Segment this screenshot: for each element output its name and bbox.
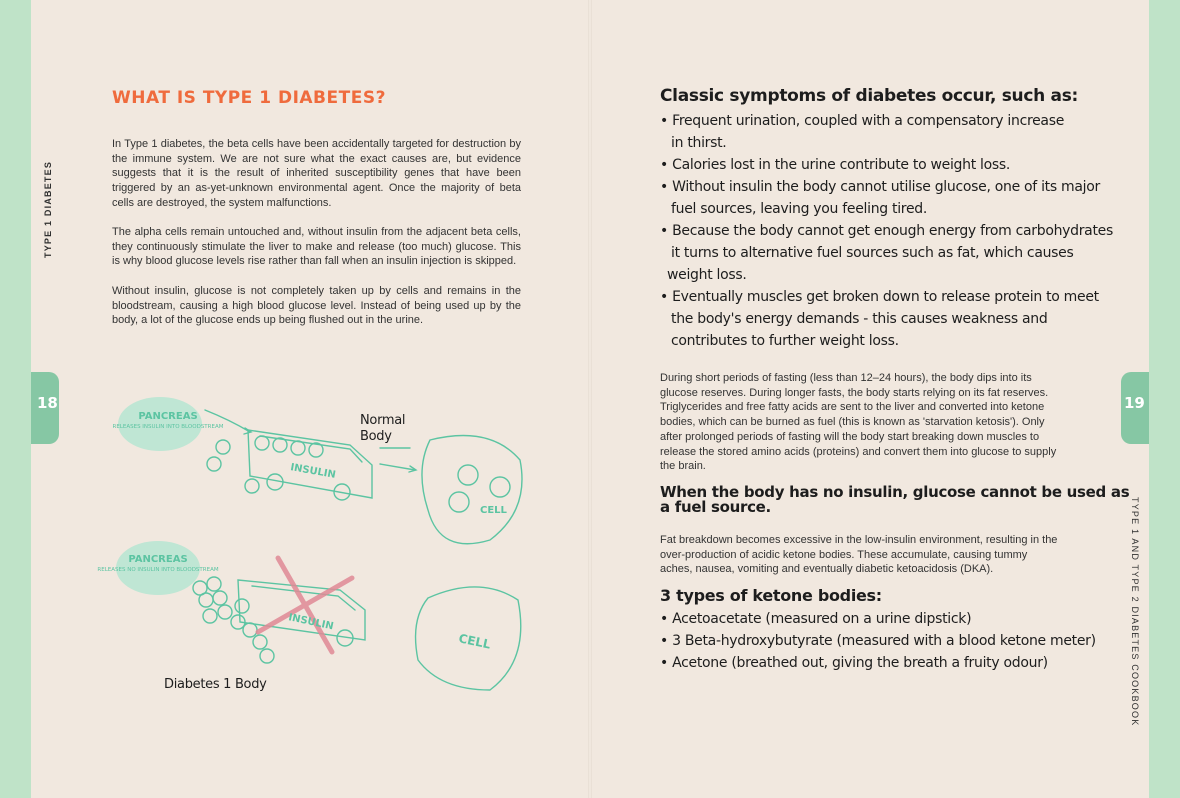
pancreas-label-normal: PANCREAS	[138, 411, 198, 422]
paragraph-beta-cells: In Type 1 diabetes, the beta cells have been accidentally targeted for destruction by the immune system. We are not sure what the exact causes are, but evidence suggests that it is the result of inherited susceptibility genes that have been triggered by an as-yet-unknown environmental agent. Once the majority of beta cells are destroyed, the system malfunctions.	[112, 138, 521, 209]
insulin-label-normal: INSULIN	[289, 462, 337, 481]
page-number-right: 19	[1124, 394, 1145, 412]
paragraph-alpha-cells: The alpha cells remain untouched and, without insulin from the adjacent beta cells, they continuously stimulate the liver to make and release (too much) glucose. This is why blood glucose levels rise rather than fall when an insulin injection is skipped.	[112, 226, 521, 268]
symptom-item: • Because the body cannot get enough energy from carbohydrates	[660, 223, 1113, 239]
ketone-heading: 3 types of ketone bodies:	[660, 586, 882, 605]
paragraph-without-insulin: Without insulin, glucose is not completely taken up by cells and remains in the bloodstream, causing a high blood glucose level. Instead of being used up by the body, a lot of the glucose ends up being flushed out in the urine.	[112, 285, 521, 327]
symptom-item-continued: contributes to further weight loss.	[671, 333, 899, 349]
arrow-normal-2	[380, 464, 415, 470]
book-side-label: TYPE 1 AND TYPE 2 DIABETES COOKBOOK	[1130, 497, 1140, 727]
chapter-side-label: TYPE 1 DIABETES	[43, 160, 53, 258]
page-title: WHAT IS TYPE 1 DIABETES?	[112, 88, 386, 108]
symptoms-heading: Classic symptoms of diabetes occur, such as:	[660, 86, 1079, 106]
insulin-bus-normal	[248, 430, 372, 498]
cell-label-d1: CELL	[457, 631, 492, 652]
cross-mark	[258, 558, 352, 652]
symptom-item: • Frequent urination, coupled with a compensatory increase	[660, 113, 1065, 129]
ketone-item: • Acetone (breathed out, giving the breath a fruity odour)	[660, 655, 1048, 671]
page-number-left: 18	[37, 394, 58, 412]
ketone-item: • Acetoacetate (measured on a urine dipstick)	[660, 611, 972, 627]
pancreas-sub-d1: RELEASES NO INSULIN INTO BLOODSTREAM	[97, 567, 219, 573]
diabetes-1-body-label: Diabetes 1 Body	[164, 677, 267, 692]
symptom-item-continued: weight loss.	[667, 267, 747, 283]
paragraph-fasting: During short periods of fasting (less than 12–24 hours), the body dips into its glucose reserves. During longer fasts, the body starts relying on its fat reserves. Triglycerides and free fatty acids are sent to the liver and converted into ketone bodies, which can be burned as fuel (this is known as 'starvation ketosis'). Only after prolonged periods of fasting will the body start breaking down muscles to release the stored amino acids (proteins) and convert them into glucose to supply the brain.	[660, 372, 1057, 473]
book-gutter	[588, 0, 592, 798]
symptom-item: • Without insulin the body cannot utilise glucose, one of its major	[660, 179, 1100, 195]
insulin-diagram	[97, 390, 530, 690]
symptom-item-continued: the body's energy demands - this causes weakness and	[671, 311, 1048, 327]
pancreas-label-d1: PANCREAS	[128, 554, 188, 565]
ketone-item: • 3 Beta-hydroxybutyrate (measured with a blood ketone meter)	[660, 633, 1096, 649]
normal-body-label: Normal Body	[360, 413, 406, 444]
symptom-item: • Eventually muscles get broken down to release protein to meet	[660, 289, 1099, 305]
symptom-item: • Calories lost in the urine contribute to weight loss.	[660, 157, 1011, 173]
paragraph-fat-breakdown: Fat breakdown becomes excessive in the low-insulin environment, resulting in the over-production of acidic ketone bodies. These accumulate, causing tummy aches, nausea, vomiting and eventually diabetic ketoacidosis (DKA).	[660, 534, 1058, 576]
pancreas-sub-normal: RELEASES INSULIN INTO BLOODSTREAM	[112, 424, 224, 430]
symptom-item-continued: it turns to alternative fuel sources such as fat, which causes	[671, 245, 1074, 261]
cell-label-normal: CELL	[480, 505, 507, 516]
no-insulin-heading: When the body has no insulin, glucose cannot be used as a fuel source.	[660, 483, 1130, 516]
glucose-circle	[216, 440, 230, 454]
insulin-label-d1: INSULIN	[287, 612, 335, 633]
symptom-item-continued: fuel sources, leaving you feeling tired.	[671, 201, 928, 217]
symptom-item-continued: in thirst.	[671, 135, 727, 151]
cell-normal	[422, 436, 522, 544]
